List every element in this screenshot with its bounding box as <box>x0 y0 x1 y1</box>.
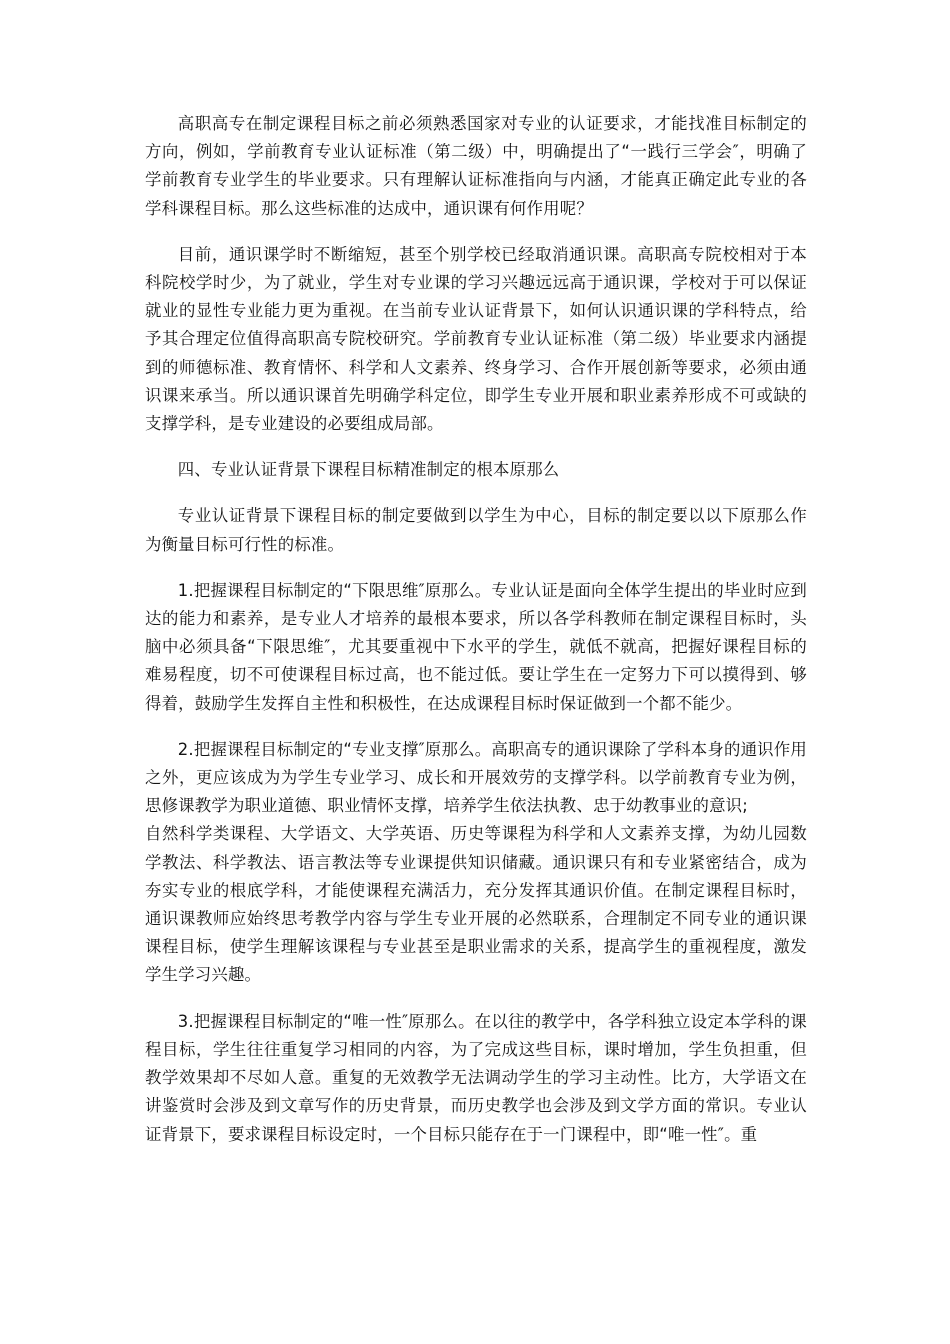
paragraph-principle-3: 3.把握课程目标制定的“唯一性″原那么。在以往的教学中，各学科独立设定本学科的课程目标，学生往往重复学习相同的内容，为了完成这些目标，课时增加，学生负担重，但教学效果却不尽如人意。重复的无效教学无法调动学生的学习主动性。比方，大学语文在讲鉴赏时会涉及到文章写作的历史背景，而历史教学也会涉及到文学方面的常识。专业认证背景下，要求课程目标设定时，一个目标只能存在于一门课程中，即“唯一性″。重 <box>145 1011 807 1144</box>
paragraph-principles-intro: 专业认证背景下课程目标的制定要做到以学生为中心，目标的制定要以以下原那么作为衡量目标可行性的标准。 <box>145 506 807 554</box>
document-body <box>145 110 807 1167</box>
paragraph-principle-2: 2.把握课程目标制定的“专业支撑″原那么。高职高专的通识课除了学科本身的通识作用之外，更应该成为为学生专业学习、成长和开展效劳的支撑学科。以学前教育专业为例，思修课教学为职业道德、职业情怀支撑，培养学生依法执教、忠于幼教事业的意识; 自然科学类课程、大学语文、大学英语、历史等课程为科学和人文素养支撑，为幼儿园数学教法、科学教法、语言教法等专业课提供知识储藏。通识课只有和专业紧密结合，成为夯实专业的根底学科，才能使课程充满活力，充分发挥其通识价值。在制定课程目标时，通识课教师应始终思考教学内容与学生专业开展的必然联系，合理制定不同专业的通识课课程目标，使学生理解该课程与专业甚至是职业需求的关系，提高学生的重视程度，激发学生学习兴趣。 <box>145 739 807 985</box>
section-heading: 四、专业认证背景下课程目标精准制定的根本原那么 <box>177 460 560 480</box>
paragraph-principle-1: 1.把握课程目标制定的“下限思维″原那么。专业认证是面向全体学生提出的毕业时应到达的能力和素养，是专业人才培养的最根本要求，所以各学科教师在制定课程目标时，头脑中必须具备“下限思维″，尤其要重视中下水平的学生，就低不就高，把握好课程目标的难易程度，切不可使课程目标过高，也不能过低。要让学生在一定努力下可以摸得到、够得着，鼓励学生发挥自主性和积极性，在达成课程目标时保证做到一个都不能少。 <box>145 580 807 713</box>
paragraph-certification-requirements: 高职高专在制定课程目标之前必须熟悉国家对专业的认证要求，才能找准目标制定的方向，例如，学前教育专业认证标准（第二级）中，明确提出了“一践行三学会″，明确了学前教育专业学生的毕业要求。只有理解认证标准指向与内涵，才能真正确定此专业的各学科课程目标。那么这些标准的达成中，通识课有何作用呢？ <box>145 114 807 218</box>
paragraph-general-course-status: 目前，通识课学时不断缩短，甚至个别学校已经取消通识课。高职高专院校相对于本科院校学时少，为了就业，学生对专业课的学习兴趣远远高于通识课，学校对于可以保证就业的显性专业能力更为重视。在当前专业认证背景下，如何认识通识课的学科特点，给予其合理定位值得高职高专院校研究。学前教育专业认证标准（第二级）毕业要求内涵提到的师德标准、教育情怀、科学和人文素养、终身学习、合作开展创新等要求，必须由通识课来承当。所以通识课首先明确学科定位，即学生专业开展和职业素养形成不可或缺的支撑学科，是专业建设的必要组成局部。 <box>145 244 807 434</box>
